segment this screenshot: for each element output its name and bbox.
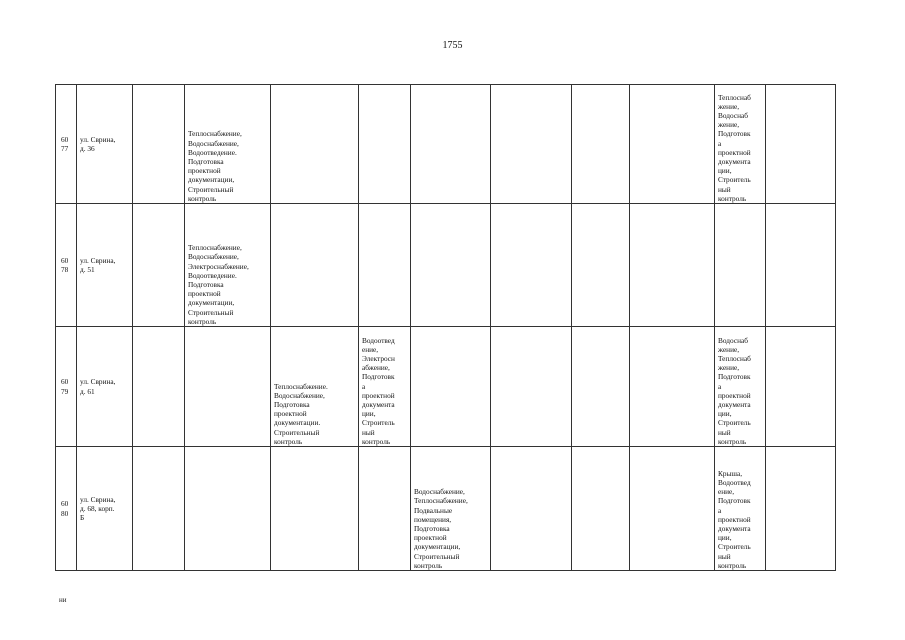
work-cell (491, 85, 572, 204)
work-cell (766, 327, 836, 447)
work-cell (715, 327, 766, 447)
row-number-cell (56, 447, 77, 571)
work-text: Теплоснаб жение, Водоснаб жение, Подготовк а проектной документа ции, Строитель ный контроль (718, 92, 751, 203)
table-row (56, 447, 836, 571)
footer-mark: ни (59, 596, 67, 604)
row-number: 60 79 (61, 377, 69, 396)
work-cell (766, 85, 836, 204)
work-cell (491, 327, 572, 447)
page-number: 1755 (442, 40, 463, 51)
work-text: Водоснаб жение, Теплоснаб жение, Подготовк а проектной документа ции, Строитель ный контроль (718, 335, 751, 446)
work-cell (359, 327, 411, 447)
work-cell (359, 447, 411, 571)
work-cell (133, 327, 185, 447)
work-cell (766, 204, 836, 327)
address-text: ул. Сврина, д. 36 (80, 134, 116, 153)
work-cell (491, 447, 572, 571)
work-text: Водоснабжение, Теплоснабжение, Подвальные помещения, Подготовка проектной документации, Строительный контроль (414, 487, 468, 570)
work-cell (630, 85, 715, 204)
work-cell (572, 447, 630, 571)
address-text: ул. Сврина, д. 61 (80, 377, 116, 396)
work-text: Теплоснабжение, Водоснабжение, Водоотведение. Подготовка проектной документации, Строительный контроль (188, 129, 242, 203)
table-row (56, 204, 836, 327)
work-text: Крыша, Водоотвед ение, Подготовк а проектной документа ции, Строитель ный контроль (718, 468, 751, 570)
work-cell (271, 85, 359, 204)
works-table (55, 84, 836, 571)
row-number: 60 78 (61, 255, 69, 274)
work-cell (630, 204, 715, 327)
row-number-cell (56, 85, 77, 204)
work-cell (271, 447, 359, 571)
work-text: Теплоснабжение. Водоснабжение, Подготовка проектной документации. Строительный контроль (274, 381, 328, 446)
work-cell (411, 204, 491, 327)
work-cell (572, 204, 630, 327)
work-cell (185, 327, 271, 447)
work-cell (715, 204, 766, 327)
row-number-cell (56, 204, 77, 327)
work-cell (411, 447, 491, 571)
work-cell (715, 447, 766, 571)
work-cell (411, 327, 491, 447)
work-cell (133, 447, 185, 571)
row-number: 60 80 (61, 499, 69, 518)
table-row (56, 85, 836, 204)
address-text: ул. Сврина, д. 68, корп. Б (80, 494, 116, 523)
work-cell (185, 447, 271, 571)
work-cell (359, 204, 411, 327)
work-cell (271, 327, 359, 447)
work-text: Водоотвед ение, Электросн абжение, Подготовк а проектной документа ции, Строитель ный контроль (362, 335, 395, 446)
table-row (56, 327, 836, 447)
work-cell (359, 85, 411, 204)
work-cell (572, 85, 630, 204)
work-cell (630, 447, 715, 571)
address-cell (77, 85, 133, 204)
work-cell (411, 85, 491, 204)
work-cell (572, 327, 630, 447)
work-cell (185, 204, 271, 327)
work-cell (766, 447, 836, 571)
row-number: 60 77 (61, 134, 69, 153)
table-body (56, 85, 836, 571)
work-cell (133, 204, 185, 327)
work-cell (491, 204, 572, 327)
work-text: Теплоснабжение, Водоснабжение, Электроснабжение, Водоотведение. Подготовка проектной документации, Строительный контроль (188, 243, 249, 326)
work-cell (271, 204, 359, 327)
address-text: ул. Сврина, д. 51 (80, 255, 116, 274)
row-number-cell (56, 327, 77, 447)
address-cell (77, 447, 133, 571)
address-cell (77, 204, 133, 327)
work-cell (630, 327, 715, 447)
work-cell (185, 85, 271, 204)
work-cell (133, 85, 185, 204)
address-cell (77, 327, 133, 447)
work-cell (715, 85, 766, 204)
